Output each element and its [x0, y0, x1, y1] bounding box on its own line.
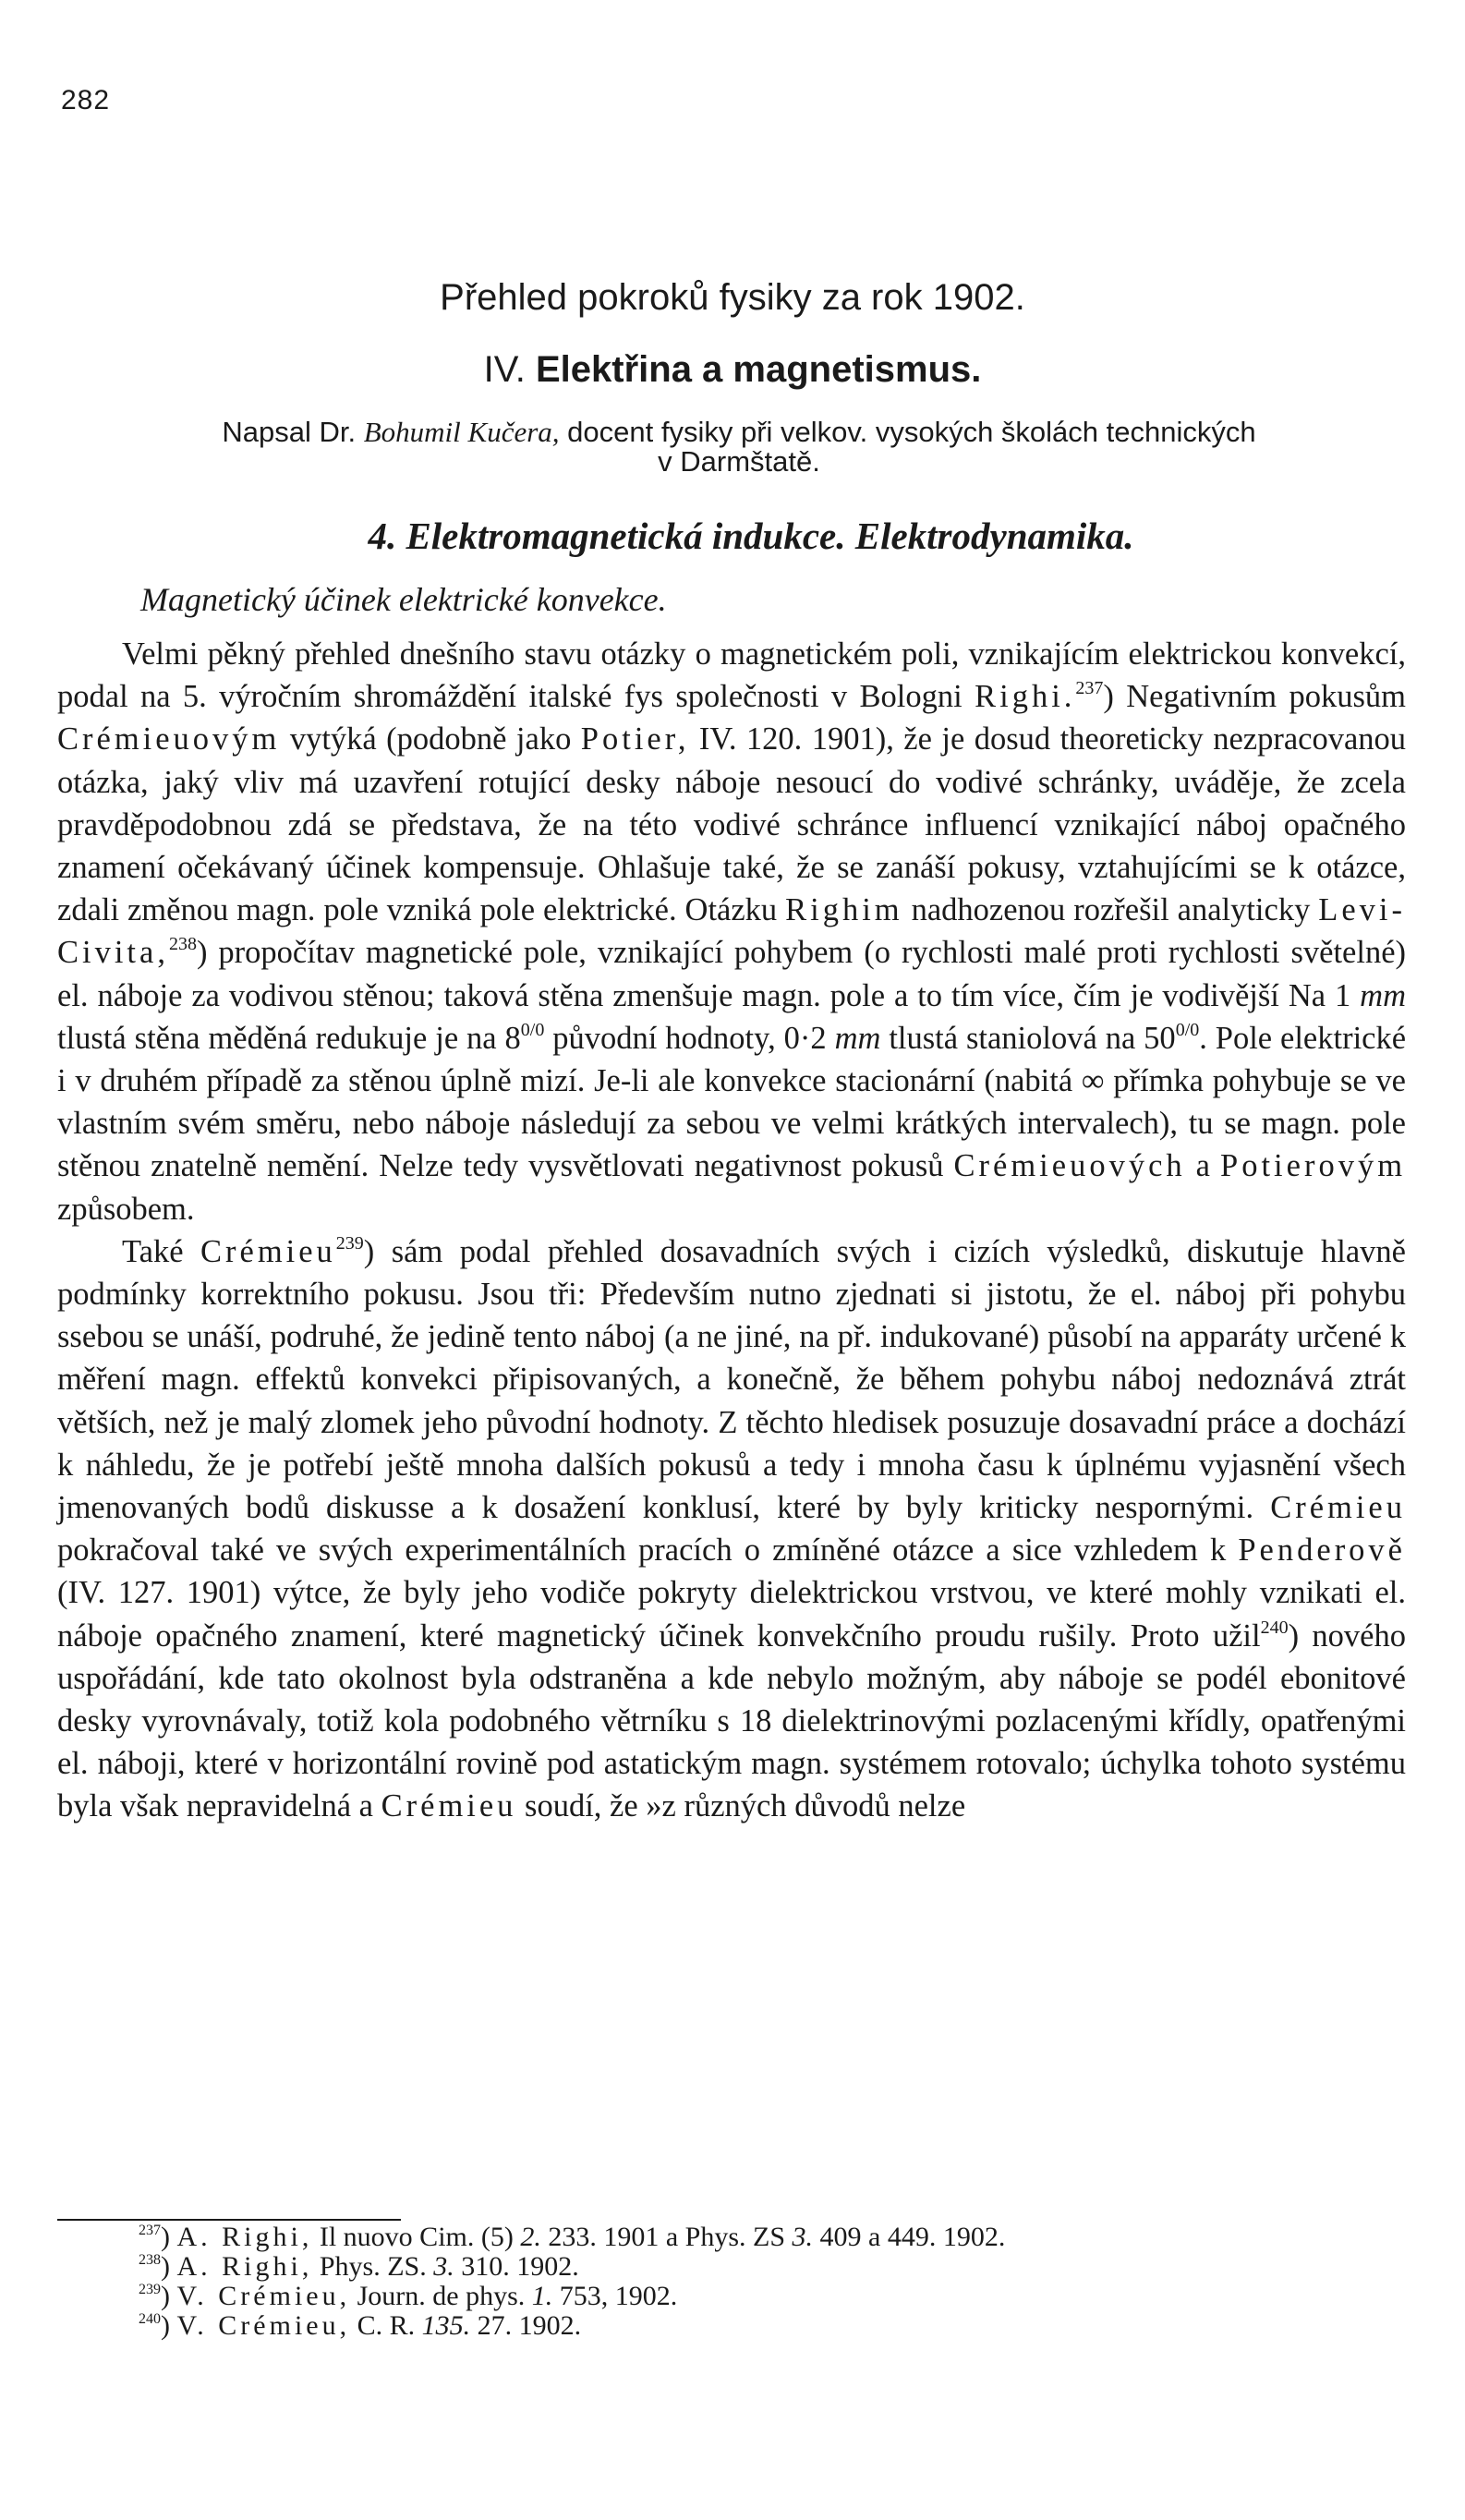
author-line [92, 418, 1386, 477]
footnote-text: 310. 1902. [461, 2251, 579, 2282]
paragraph-2 [57, 1230, 1406, 1828]
text-run: tlustá stěna měděná redukuje je na 8 [57, 1020, 521, 1056]
text-run: Velmi pěkný přehled dnešního stavu otázky o magnetickém poli, vznikajícím elektrickou konvekcí, podal na 5. výročním shromáždění italské fys společnosti v Bologni [57, 636, 1406, 715]
footnote-divider [57, 2219, 401, 2221]
footnote-text: Phys. ZS. [319, 2251, 427, 2282]
section-heading: 4. Elektromagnetická indukce. Elektrodynamika. [368, 515, 1134, 557]
unit: mm [834, 1020, 881, 1056]
author-name: Bohumil Kučera, [363, 416, 560, 448]
author-location: v Darmštatě. [658, 445, 820, 478]
author-ref: Righim [785, 892, 903, 928]
text-run: . Pole elektrické i v druhém případě za stěnou úplně mizí. Je-li ale konvekce stacionární (nabitá ∞ přímka pohybuje se ve vlastním svém směru, nebo náboje následují za sebou ve velmi krátkých intervalech), tu se magn. pole stěnou znatelně nemění. Nelze tedy vysvětlovati negativnost pokusů [57, 1020, 1407, 1184]
percent-sign: 0/0 [1175, 1019, 1200, 1040]
footnote-ref: 238 [168, 934, 197, 955]
footnote-ref: 237 [1075, 678, 1104, 699]
footnotes [139, 2223, 1386, 2341]
author-ref: Levi-Civita, [57, 892, 1407, 971]
text-run: vytýká (podobně jako [289, 721, 572, 757]
footnote-author: V. Crémieu, [176, 2281, 351, 2311]
text-run: ) sám podal přehled dosavadních svých i cizích výsledků, diskutuje hlavně podmínky korrektního pokusu. Jsou tři: Především nutno zjednati si jistotu, že el. náboj při pohybu ssebou se unáší, podruhé, že jedině tento náboj (a ne jiné, na př. indukované) působí na apparáty určené k měření magn. effektů konvekci připisovaných, a konečně, že během pohybu náboj nedoznává ztrát větších, než je malý zlomek jeho původní hodnoty. Z těchto hledisek posuzuje dosavadní práce a dochází k náhledu, že je potřebí ještě mnoha dalších pokusů a tedy i mnoha času k úplnému vyjasnění všech jmenovaných bodů diskusse a k dosažení konklusí, které by byly kriticky nespornými. [57, 1233, 1406, 1526]
author-ref: Crémieu [200, 1233, 336, 1269]
text-run: IV. 120. 1901), že je dosud theoreticky nezpracovanou otázka, jaký vliv má uzavření rotující desky náboje nesoucí do vodivé schránky, uváděje, že zcela pravděpodobnou zdá se představa, že na této vodivé schránce influencí vznikající náboj opačného znamení očekávaný účinek kompensuje. Ohlašuje také, že se zanáší pokusy, vztahujícími se k otázce, zdali změnou magn. pole vzniká pole elektrické. Otázku [57, 721, 1407, 928]
text-run: ) nového uspořádání, kde tato okolnost byla odstraněna a kde nebylo možným, aby náboje se podél ebonitové desky vyrovnávaly, totiž kola podobného větrníku s 18 dielektrinovými pozlacenými křídly, opatřenými el. náboji, které v horizontální rovině pod astatickým magn. systémem rotovalo; úchylka tohoto systému byla však nepravidelná a [57, 1617, 1406, 1824]
footnote-text: C. R. [357, 2310, 416, 2341]
author-ref: Potier, [580, 721, 690, 757]
author-ref: Righi. [975, 679, 1076, 715]
part-name: Elektřina a magnetismus. [535, 349, 982, 390]
text-run: ) propočítav magnetické pole, vznikající pohybem (o rychlosti malé proti rychlosti světelné) el. náboje za vodivou stěnou; taková stěna zmenšuje magn. pole a to tím více, čím je vodivější Na 1 [57, 935, 1406, 1013]
text-run: (IV. 127. 1901) výtce, že byly jeho vodiče pokryty dielektrickou vrstvou, ve které mohly vznikati el. náboje opačného znamení, které magnetický účinek konvekčního proudu rušily. Proto užil [57, 1575, 1406, 1654]
sub-heading: Magnetický účinek elektrické konvekce. [140, 581, 667, 618]
page-number: 282 [61, 85, 111, 115]
footnote: $^{238}$) A. Righi, Phys. ZS. 3. 310. 1902. [139, 2251, 579, 2282]
text-run: soudí, že »z různých důvodů nelze [525, 1788, 966, 1824]
author-prefix: Napsal Dr. [222, 416, 357, 448]
footnote-text: 753, 1902. [559, 2281, 678, 2311]
footnote: $^{240}$) V. Crémieu, C. R. 135. 27. 1902. [139, 2310, 582, 2341]
footnote-text: Journ. de phys. [357, 2281, 526, 2311]
footnote-volume: 1. [531, 2281, 553, 2311]
text-run: původní hodnoty, 0·2 [552, 1020, 827, 1056]
footnote-text: 233. 1901 a Phys. ZS [548, 2222, 786, 2252]
unit: mm [1360, 977, 1407, 1013]
percent-sign: 0/0 [520, 1019, 545, 1040]
footnote-ref: 239 [335, 1232, 364, 1254]
text-run: tlustá staniolová na 50 [889, 1020, 1176, 1056]
footnote: $^{239}$) V. Crémieu, Journ. de phys. 1. 753, 1902. [139, 2281, 678, 2311]
footnote-text: 409 a 449. 1902. [819, 2222, 1006, 2252]
footnote-number: 240 [139, 2311, 161, 2327]
text-run: Také [122, 1233, 184, 1269]
author-ref: Penderově [1238, 1533, 1406, 1569]
footnote-ref: 240 [1260, 1617, 1289, 1638]
footnote-number: 237 [139, 2223, 161, 2238]
author-ref: Potierovým [1220, 1148, 1407, 1184]
paragraph-1 [57, 633, 1406, 1230]
text-run: nadhozenou rozřešil analyticky [911, 892, 1311, 928]
part-heading [0, 349, 1465, 391]
footnote-volume: 3. [433, 2251, 454, 2282]
author-ref: Crémieuovým [57, 721, 281, 757]
footnote-volume: 3. [792, 2222, 814, 2252]
footnote-number: 238 [139, 2252, 161, 2268]
text-run: pokračoval také ve svých experimentálních pracích o zmíněné otázce a sice vzhledem k [57, 1533, 1227, 1569]
author-ref: Crémieuových [953, 1148, 1186, 1184]
part-numeral: IV. [483, 349, 526, 390]
footnote-volume: 135. [421, 2310, 471, 2341]
author-ref: Crémieu [1270, 1490, 1406, 1526]
text-run: a [1195, 1148, 1210, 1184]
text-run: ) Negativním pokusům [1103, 679, 1407, 715]
author-affiliation: docent fysiky při velkov. vysokých školách technických [567, 416, 1256, 448]
footnote-number: 239 [139, 2282, 161, 2297]
footnote-text: Il nuovo Cim. (5) [319, 2222, 514, 2252]
footnote-volume: 2. [520, 2222, 541, 2252]
body-text [57, 633, 1406, 1828]
footnote: $^{237}$) A. Righi, Il nuovo Cim. (5) 2. 233. 1901 a Phys. ZS 3. 409 a 449. 1902. [139, 2222, 1006, 2252]
footnote-text: 27. 1902. [477, 2310, 582, 2341]
footnote-author: V. Crémieu, [176, 2310, 351, 2341]
page-title: Přehled pokroků fysiky za rok 1902. [440, 277, 1025, 318]
text-run: způsobem. [57, 1191, 195, 1227]
footnote-author: A. Righi, [176, 2251, 313, 2282]
author-ref: Crémieu [381, 1788, 517, 1824]
footnote-author: A. Righi, [176, 2222, 313, 2252]
